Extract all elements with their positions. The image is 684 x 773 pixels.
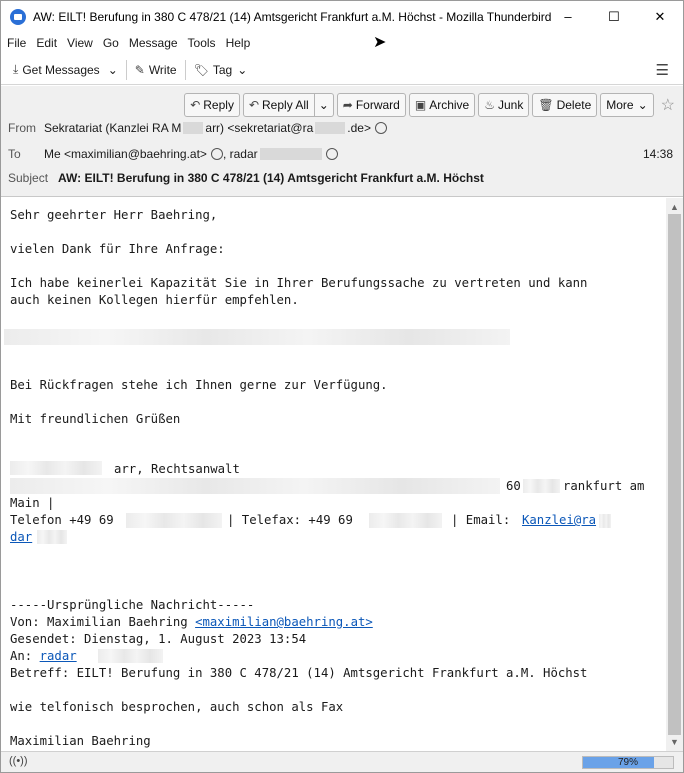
- chevron-down-icon: ⌄: [107, 62, 118, 77]
- menu-message[interactable]: Message: [128, 35, 178, 50]
- scroll-down-icon[interactable]: ▼: [670, 737, 679, 747]
- thunderbird-icon: [10, 9, 26, 25]
- status-bar: [1, 751, 683, 772]
- mouse-cursor-icon: ➤: [373, 34, 387, 51]
- tag-icon: 🏷: [193, 62, 209, 77]
- menu-go[interactable]: Go: [102, 35, 119, 50]
- menu-tools[interactable]: Tools: [187, 35, 216, 50]
- to-row: [8, 147, 338, 161]
- chevron-down-icon: ⌄: [237, 62, 248, 77]
- redacted-block: [260, 148, 322, 160]
- reply-all-dropdown[interactable]: [315, 93, 334, 117]
- contact-icon[interactable]: [211, 148, 223, 160]
- reply-all-label: Reply All: [262, 98, 309, 112]
- body-greeting: Sehr geehrter Herr Baehring,: [10, 208, 218, 222]
- message-time: 14:38: [642, 147, 673, 161]
- original-signature: Maximilian Baehring: [10, 734, 151, 748]
- minimize-button[interactable]: –: [564, 9, 572, 24]
- progress-bar: [582, 756, 674, 769]
- redacted-block: [98, 649, 163, 663]
- more-label: More: [606, 98, 634, 112]
- signature-line: 60: [506, 479, 521, 493]
- original-from: [10, 614, 373, 631]
- redacted-block: [315, 122, 345, 134]
- chevron-down-icon: ⌄: [318, 98, 329, 112]
- get-messages-dropdown[interactable]: [104, 58, 122, 82]
- original-from-label: Von: Maximilian Baehring: [10, 615, 196, 629]
- reply-button[interactable]: [184, 93, 240, 117]
- original-message-header: -----Ursprüngliche Nachricht-----: [10, 598, 255, 612]
- scroll-up-icon[interactable]: ▲: [670, 202, 679, 212]
- title-bar: [1, 1, 683, 32]
- redacted-line: [4, 329, 510, 345]
- contact-icon[interactable]: [326, 148, 338, 160]
- chevron-down-icon: ⌄: [637, 98, 648, 112]
- main-toolbar: [1, 55, 683, 85]
- email-link[interactable]: dar: [10, 530, 33, 544]
- archive-button[interactable]: [409, 93, 475, 117]
- toolbar-separator: [185, 60, 186, 80]
- more-button[interactable]: [600, 93, 653, 117]
- original-sent: Gesendet: Dienstag, 1. August 2023 13:54: [10, 632, 307, 646]
- original-body: wie telfonisch besprochen, auch schon als Fax: [10, 700, 344, 714]
- window-title: AW: EILT! Berufung in 380 C 478/21 (14) Amtsgericht Frankfurt a.M. Höchst - Mozilla Thunderbird: [33, 9, 552, 24]
- junk-button[interactable]: [478, 93, 529, 117]
- original-to-label: An:: [10, 649, 40, 663]
- forward-button[interactable]: [337, 93, 406, 117]
- body-line: Bei Rückfragen stehe ich Ihnen gerne zur Verfügung.: [10, 378, 388, 392]
- redacted-block: [369, 513, 442, 528]
- vertical-scrollbar[interactable]: [666, 198, 683, 751]
- signature-line: arr, Rechtsanwalt: [114, 462, 240, 476]
- body-line: Ich habe keinerlei Kapazität Sie in Ihrer Berufungssache zu vertreten und kann: [10, 276, 588, 290]
- write-button[interactable]: [131, 58, 181, 82]
- reply-label: Reply: [203, 98, 234, 112]
- to-value[interactable]: Me <maximilian@baehring.at>: [44, 147, 207, 161]
- body-line: Mit freundlichen Grüßen: [10, 412, 181, 426]
- delete-label: Delete: [556, 98, 592, 112]
- original-subject: Betreff: EILT! Berufung in 380 C 478/21 (14) Amtsgericht Frankfurt a.M. Höchst: [10, 666, 588, 680]
- reply-all-icon: ↶: [248, 98, 260, 112]
- from-value-end[interactable]: .de>: [347, 121, 371, 135]
- forward-icon: ➦: [342, 98, 353, 112]
- subject-row: [8, 171, 484, 185]
- archive-label: Archive: [429, 98, 470, 112]
- from-label: From: [8, 121, 36, 135]
- menu-view[interactable]: View: [67, 35, 93, 50]
- subject-value: AW: EILT! Berufung in 380 C 478/21 (14) Amtsgericht Frankfurt a.M. Höchst: [58, 171, 484, 185]
- message-actions: [181, 93, 675, 117]
- redacted-block: [599, 514, 611, 528]
- redacted-block: [523, 479, 560, 493]
- toolbar-separator: [126, 60, 127, 80]
- email-link[interactable]: Kanzlei@ra: [522, 513, 597, 527]
- message-body: [1, 198, 666, 751]
- junk-label: Junk: [497, 98, 524, 112]
- body-line: auch keinen Kollegen hierfür empfehlen.: [10, 293, 299, 307]
- pencil-icon: ✎: [134, 62, 145, 77]
- tag-label: Tag: [212, 62, 233, 77]
- subject-label: Subject: [8, 171, 49, 185]
- signature-email-label: | Email:: [451, 513, 518, 527]
- to-value-2[interactable]: , radar: [222, 147, 258, 161]
- redacted-block: [183, 122, 203, 134]
- junk-icon: ♨: [484, 98, 495, 112]
- original-to-link[interactable]: radar: [39, 649, 77, 663]
- trash-icon: 🗑: [538, 98, 554, 112]
- body-line: vielen Dank für Ihre Anfrage:: [10, 242, 225, 256]
- reply-all-button[interactable]: [243, 93, 315, 117]
- redacted-address: [10, 478, 500, 494]
- connection-status-icon[interactable]: ((•)): [9, 755, 28, 767]
- get-messages-button[interactable]: [9, 58, 104, 82]
- menu-file[interactable]: File: [7, 35, 27, 50]
- original-from-link[interactable]: <maximilian@baehring.at>: [195, 615, 373, 629]
- delete-button[interactable]: [532, 93, 597, 117]
- tag-button[interactable]: [190, 58, 252, 82]
- original-to: [10, 648, 77, 665]
- contact-icon[interactable]: [375, 122, 387, 134]
- star-icon[interactable]: ☆: [660, 97, 675, 114]
- forward-label: Forward: [355, 98, 400, 112]
- inbox-download-icon: ⤓: [13, 62, 19, 76]
- redacted-block: [126, 513, 222, 528]
- from-value-mid[interactable]: arr) <sekretariat@ra: [205, 121, 314, 135]
- menu-help[interactable]: Help: [225, 35, 251, 50]
- to-label: To: [8, 147, 21, 161]
- signature-fax: | Telefax: +49 69: [227, 513, 353, 527]
- menu-edit[interactable]: Edit: [36, 35, 58, 50]
- signature-phone: Telefon +49 69: [10, 513, 114, 527]
- write-label: Write: [148, 62, 177, 77]
- from-row: [8, 121, 387, 135]
- redacted-block: [37, 530, 67, 544]
- menu-bar: [1, 32, 683, 53]
- reply-icon: ↶: [190, 98, 201, 112]
- close-button[interactable]: ✕: [654, 8, 666, 24]
- progress-text: 79%: [617, 757, 638, 768]
- from-value-start[interactable]: Sekratariat (Kanzlei RA M: [44, 121, 182, 135]
- redacted-name: [10, 461, 102, 475]
- maximize-button[interactable]: ☐: [608, 8, 620, 24]
- message-header: [1, 86, 683, 197]
- signature-line: Main |: [10, 496, 55, 510]
- get-messages-label: Get Messages: [22, 62, 100, 77]
- app-menu-icon[interactable]: ☰: [655, 62, 669, 79]
- archive-icon: ▣: [414, 98, 427, 112]
- signature-line: rankfurt am: [563, 479, 645, 493]
- scroll-thumb[interactable]: [668, 214, 681, 735]
